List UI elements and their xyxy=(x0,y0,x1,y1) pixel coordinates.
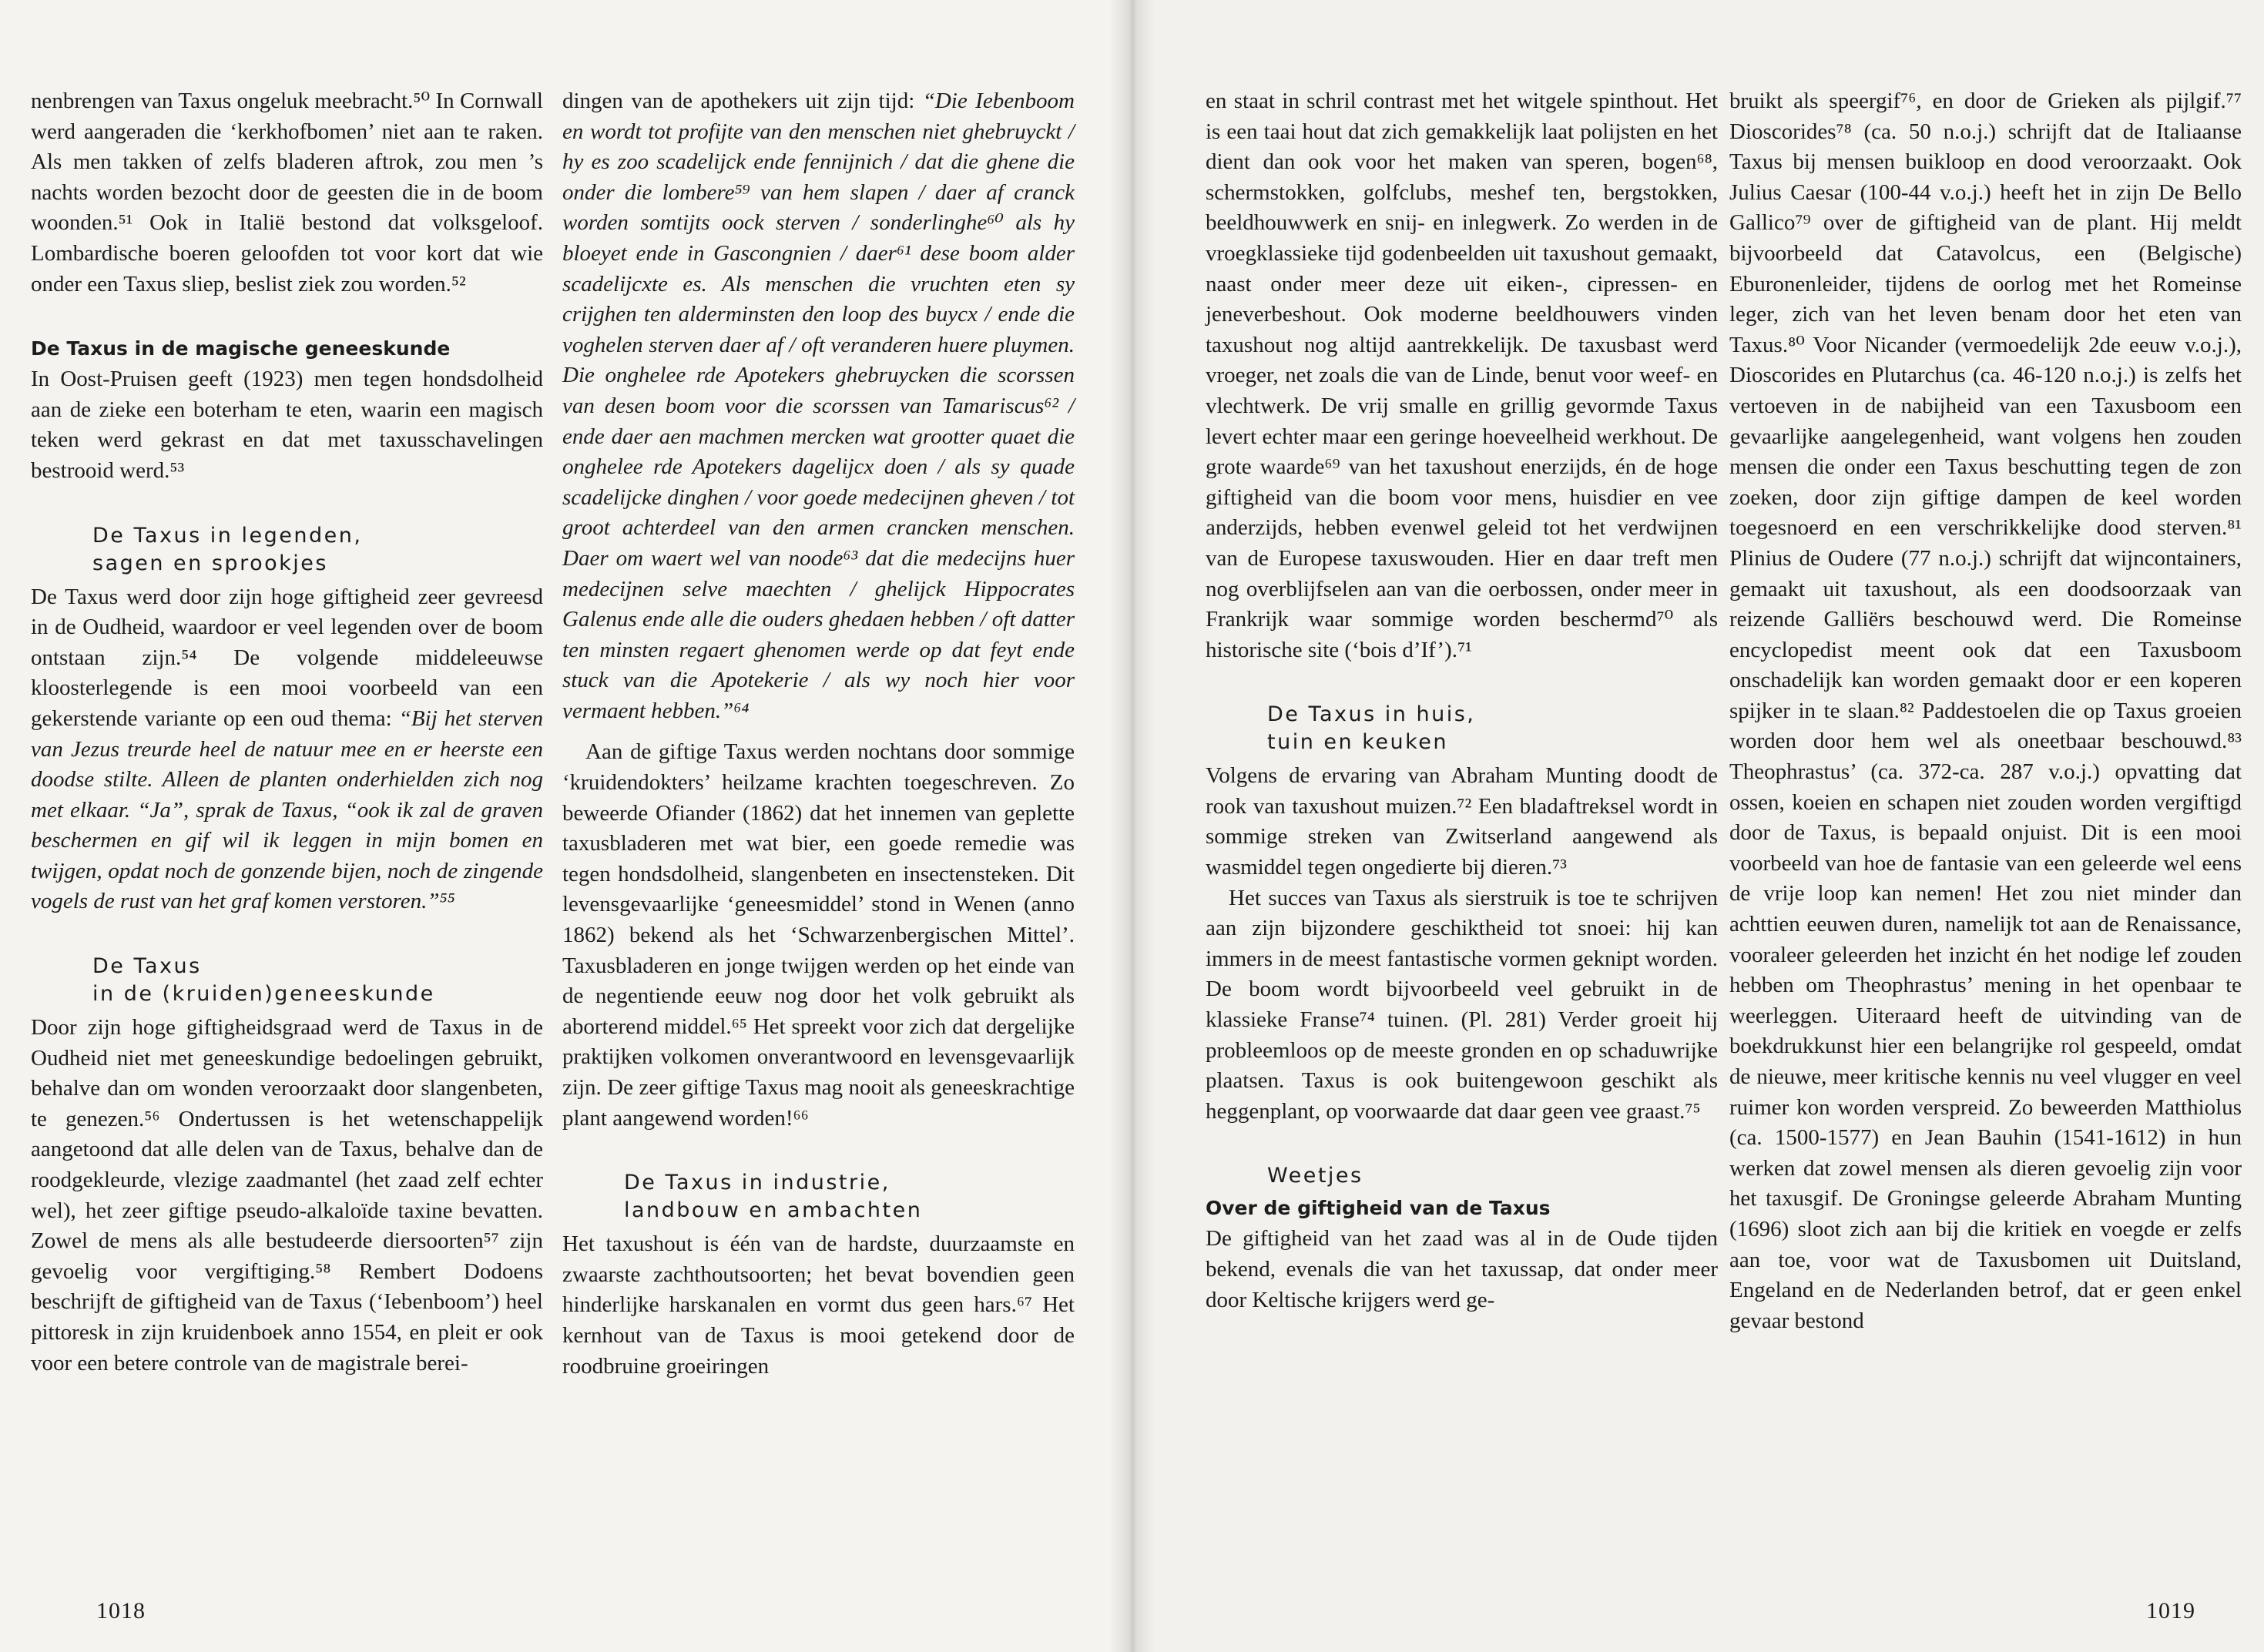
paragraph-dodoens: dingen van de apothekers uit zijn tijd: “Die Iebenboom en wordt tot profijte van den menschen niet ghebruyckt / hy es zoo scadelijck ende fennijnich / dat die ghene die onder die lombere⁵⁹ van hem slapen / daer af cranck worden somtijts oock sterven / sonderlinghe⁶⁰ als hy bloeyet ende in Gascongnien / daer⁶¹ dese boom alder scadelijcxte es. Als menschen die vruchten eten sy crijghen ten alderminsten den loop des buycx / ende die voghelen sterven daer af / oft veranderen huere pluymen. Die onghelee rde Apotekers ghebruycken die scorssen van desen boom voor die scorssen van Tamariscus⁶² / ende daer aen machmen mercken wat grootter quaet die onghelee rde Apotekers dagelijcx doen / als sy quade scadelijcke dinghen / voor goede medecijnen gheven / tot groot achterdeel van den armen crancken menschen. Daer om waert wel van noode⁶³ dat die medecijns huer medecijnen selve maechten / ghelijck Hippocrates Galenus ende alle die ouders ghedaen hebben / oft datter ten minsten regaert ghenomen werde op dat feyt ende stuck van die Apotekerie / als wy noch hier voor vermaent hebben.”⁶⁴ xyxy=(562,89,1075,723)
right-page-column-1 xyxy=(1206,86,1718,1315)
paragraph-herbal-medicine: Door zijn hoge giftigheidsgraad werd de Taxus in de Oudheid niet met geneeskundige bedoelingen gebruikt, behalve dan om wonden veroorzaakt door slangenbeten, te genezen.⁵⁶ Ondertussen is het wetenschappelijk aangetoond dat alle delen van de Taxus, behalve dan de roodgekleurde, vlezige zaadmantel (het zaad zelf echter wel), het zeer giftige pseudo-alkaloïde taxine bevatten. Zowel de mens als alle bestudeerde diersoorten⁵⁷ zijn gevoelig voor vergiftiging.⁵⁸ Rembert Dodoens beschrijft de giftigheid van de Taxus (‘Iebenboom’) heel pittoresk in zijn kruidenboek anno 1554, en pleit er ook voor een betere controle van de magistrale berei- xyxy=(31,1015,543,1376)
left-page-column-2 xyxy=(562,86,1075,1382)
paragraph-intro: nenbrengen van Taxus ongeluk meebracht.⁵⁰ In Cornwall werd aangeraden die ‘kerkhofbomen’ niet aan te raken. Als men takken of zelfs bladeren aftrok, zou men ’s nachts worden bezocht door de geesten die in de boom woonden.⁵¹ Ook in Italië bestond dat volksgeloof. Lombardische boeren geloofden tot voor kort dat wie onder een Taxus sliep, beslist ziek zou worden.⁵² xyxy=(31,89,543,297)
paragraph-facts-continued: bruikt als speergif⁷⁶, en door de Grieken als pijlgif.⁷⁷ Dioscorides⁷⁸ (ca. 50 n.o.j.) schrijft dat de Italiaanse Taxus bij mensen buikloop en dood veroorzaakt. Ook Julius Caesar (100-44 v.o.j.) heeft het in zijn De Bello Gallico⁷⁹ over de giftigheid van de plant. Hij meldt bijvoorbeeld dat Catavolcus, een (Belgische) Eburonenleider, tijdens de oorlog met het Romeinse leger, zich van het leven benam door het eten van Taxus.⁸⁰ Voor Nicander (vermoedelijk 2de eeuw v.o.j.), Dioscorides en Plutarchus (ca. 46-120 n.o.j.) is zelfs het vertoeven in de nabijheid van een Taxusboom een gevaarlijke aangelegenheid, want volgens hen zouden mensen die onder een Taxus beschutting tegen de zon zoeken, door zijn giftige dampen de keel worden toegesnoerd en een verschrikkelijke dood sterven.⁸¹ Plinius de Oudere (77 n.o.j.) schrijft dat wijncontainers, gemaakt uit taxushout, als een doodsoorzaak van reizende Galliërs beschouwd werd. Die Romeinse encyclopedist meent ook dat een Taxusboom onschadelijk kan worden gemaakt door er een koperen spijker in te slaan.⁸² Paddestoelen die op Taxus groeien worden door hem wel als oneetbaar beschouwd.⁸³ Theophrastus’ (ca. 372-ca. 287 v.o.j.) opvatting dat ossen, koeien en schapen niet zouden worden vergiftigd door de Taxus, is bepaald onjuist. Dit is een mooi voorbeeld van hoe de fantasie van een geleerde wel eens de vrije loop kan nemen! Het zou niet minder dan achttien eeuwen duren, namelijk tot aan de Renaissance, vooraleer geleerden het inzicht én het nodige lef zouden hebben om Theophrastus’ mening in het openbaar te weerleggen. Uiteraard heeft de uitvinding van de boekdrukkunst hier een belangrijke rol gespeeld, omdat de nieuwe, meer kritische kennis nu veel vlugger en veel ruimer kon worden verspreid. Zo beweerden Matthiolus (ca. 1500-1577) en Jean Bauhin (1541-1612) in hun werken dat zowel mensen als dieren gevoelig zijn voor het taxusgif. De Groningse geleerde Abraham Munting (1696) sloot zich aan bij die kritiek en voegde er zelfs aan toe, voor wat de Taxusbomen uit Duitsland, Engeland en de Nederlanden betrof, dat er geen enkel gevaar bestond xyxy=(1729,89,2242,1333)
legend-quote: “Bij het sterven van Jezus treurde heel de natuur mee en er heerste een doodse stilte. Alleen de planten onderhielden zich nog met elkaar. “Ja”, sprak de Taxus, “ook ik zal de graven beschermen en gif wil ik leggen in mijn bomen en twijgen, opdat noch de gonzende bijen, noch de zingende vogels de rust van het graf komen verstoren.”⁵⁵ xyxy=(31,705,544,914)
paragraph-garden: Het succes van Taxus als sierstruik is toe te schrijven aan zijn bijzondere geschiktheid tot snoei: hij kan immers in de meest fantastische vormen geknipt worden. De boom wordt bijvoorbeeld veel gebruikt in de klassieke Franse⁷⁴ tuinen. (Pl. 281) Verder groeit hij probleemloos op de meeste gronden en op schaduwrijke plaatsen. Taxus is ook buitengewoon geschikt als heggenplant, op voorwaarde dat daar geen vee graast.⁷⁵ xyxy=(1206,885,1718,1124)
page-number-right: 1019 xyxy=(2146,1598,2195,1624)
section-heading-facts: Weetjes xyxy=(1267,1164,1363,1188)
subheading-toxicity: Over de giftigheid van de Taxus xyxy=(1206,1197,1551,1220)
paragraph-herbal-doctors: Aan de giftige Taxus werden nochtans door sommige ‘kruidendokters’ heilzame krachten toegeschreven. Zo beweerde Ofiander (1862) dat het innemen van geplette taxusbladeren met wat bier, een goede remedie was tegen hondsdolheid, slangenbeten en insectensteken. Dit levensgevaarlijke ‘geneesmiddel’ stond in Wenen (anno 1862) bekend als het ‘Schwarzenbergischen Mittel’. Taxusbladeren en jonge twijgen werden op het einde van de negentiende eeuw nog door het volk gebruikt als aborterend middel.⁶⁵ Het spreekt voor zich dat dergelijke praktijken volkomen onverantwoord en levensgevaarlijk zijn. De zeer giftige Taxus mag nooit als geneeskrachtige plant aangewend worden!⁶⁶ xyxy=(562,739,1075,1131)
dodoens-quote: “Die Iebenboom en wordt tot profijte van den menschen niet ghebruyckt / hy es zoo scadelijck ende fennijnich / dat die ghene die onder die lombere⁵⁹ van hem slapen / daer af cranck worden somtijts oock sterven / sonderlinghe⁶⁰ als hy bloeyet ende in Gascongnien / daer⁶¹ dese boom alder scadelijcxte es. Als menschen die vruchten eten sy crijghen ten alderminsten den loop des buycx / ende die voghelen sterven daer af / oft veranderen huere pluymen. Die onghelee rde Apotekers ghebruycken die scorssen van desen boom voor die scorssen van Tamariscus⁶² / ende daer aen machmen mercken wat grootter quaet die onghelee rde Apotekers dagelijcx doen / als sy quade scadelijcke dinghen / voor goede medecijnen gheven / tot groot achterdeel van den armen crancken menschen. Daer om waert wel van noode⁶³ dat die medecijns huer medecijnen selve maechten / ghelijck Hippocrates Galenus ende alle die ouders ghedaen hebben / oft datter ten minsten regaert ghenomen werde op dat feyt ende stuck van die Apotekerie / als wy noch hier voor vermaent hebben.”⁶⁴ xyxy=(562,89,1075,723)
paragraph-industry: Het taxushout is één van de hardste, duurzaamste en zwaarste zachthoutsoorten; het bevat bovendien geen hinderlijke harskanalen en vormt dus geen hars.⁶⁷ Het kernhout van de Taxus is mooi getekend door de roodbruine groeiringen xyxy=(562,1231,1075,1379)
page-number-left: 1018 xyxy=(96,1598,146,1624)
book-gutter xyxy=(1109,0,1155,1652)
right-page-column-2 xyxy=(1729,86,2242,1336)
left-page-column-1 xyxy=(31,86,543,1379)
paragraph-house: Volgens de ervaring van Abraham Munting doodt de rook van taxushout muizen.⁷² Een bladaftreksel wordt in sommige streken van Zwitserland aangewend als wasmiddel tegen ongedierte bij dieren.⁷³ xyxy=(1206,763,1718,880)
section-heading-herbal-medicine: De Taxus in de (kruiden)geneeskunde xyxy=(92,954,435,1007)
section-heading-legends: De Taxus in legenden, sagen en sprookjes xyxy=(92,523,363,575)
paragraph-legends: De Taxus werd door zijn hoge giftigheid zeer gevreesd in de Oudheid, waardoor er veel legenden over de boom ontstaan zijn.⁵⁴ De volgende middeleeuwse kloosterlegende is een mooi voorbeeld van een gekerstende variante op een oud thema: “Bij het sterven van Jezus treurde heel de natuur mee en er heerste een doodse stilte. Alleen de planten onderhielden zich nog met elkaar. “Ja”, sprak de Taxus, “ook ik zal de graven beschermen en gif wil ik leggen in mijn bomen en twijgen, opdat noch de gonzende bijen, noch de zingende vogels de rust van het graf komen verstoren.”⁵⁵ xyxy=(31,584,544,914)
paragraph-facts: De giftigheid van het zaad was al in de Oude tijden bekend, evenals die van het taxussap, dat onder meer door Keltische krijgers werd ge- xyxy=(1206,1226,1718,1312)
subheading-magic-medicine: De Taxus in de magische geneeskunde xyxy=(31,337,451,360)
paragraph-magic-medicine: In Oost-Pruisen geeft (1923) men tegen hondsdolheid aan de zieke een boterham te eten, waarin een magisch teken werd gekrast en dat met taxusschavelingen bestrooid werd.⁵³ xyxy=(31,367,543,483)
paragraph-wood: en staat in schril contrast met het witgele spinthout. Het is een taai hout dat zich gemakkelijk laat polijsten en het dient dan ook voor het maken van speren, bogen⁶⁸, schermstokken, golfclubs, meshef ten, bergstokken, beeldhouwwerk en snij- en inlegwerk. Zo werden in de vroegklassieke tijd godenbeelden uit taxushout gemaakt, naast onder meer deze uit eiken-, cipressen- en jeneverbeshout. Ook moderne beeldhouwers vinden taxushout nog altijd aantrekkelijk. De taxusbast werd vroeger, net zoals die van de Linde, benut voor weef- en vlechtwerk. De vrij smalle en grillig gevormde Taxus levert echter maar een geringe hoeveelheid werkhout. De grote waarde⁶⁹ van het taxushout enerzijds, én de hoge giftigheid van die boom voor mens, huisdier en vee anderzijds, hebben evenwel geleid tot het verdwijnen van de Europese taxuswouden. Hier en daar treft men nog overblijfselen aan van die oerbossen, onder meer in Frankrijk waar sommige worden beschermd⁷⁰ als historische site (‘bois d’If’).⁷¹ xyxy=(1206,89,1718,662)
section-heading-industry: De Taxus in industrie, landbouw en ambachten xyxy=(624,1171,923,1223)
section-heading-house-garden: De Taxus in huis, tuin en keuken xyxy=(1267,702,1476,755)
